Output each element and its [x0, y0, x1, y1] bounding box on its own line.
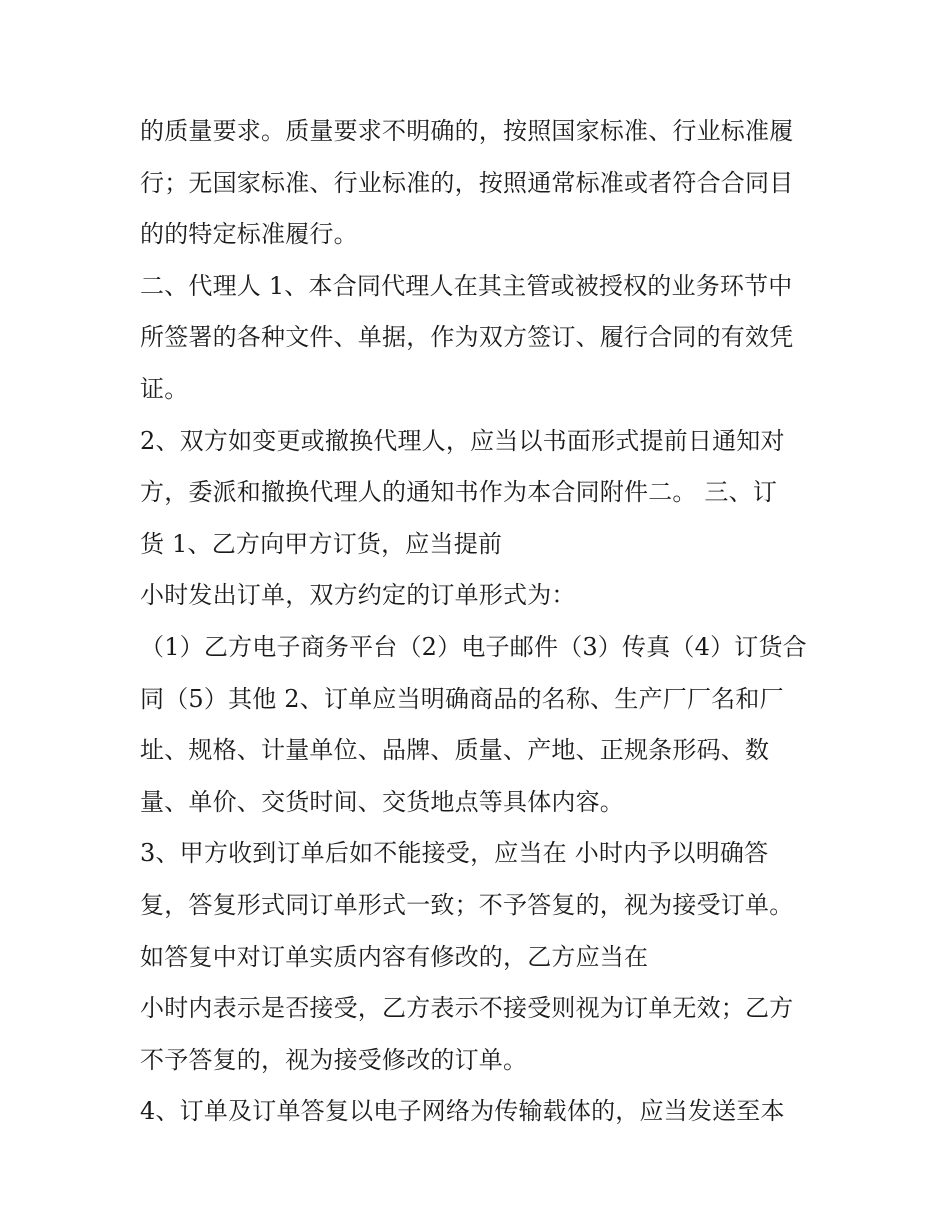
text-line-20: 4、订单及订单答复以电子网络为传输载体的，应当发送至本	[140, 1097, 785, 1126]
text-line-5: 所签署的各种文件、单据，作为双方签订、履行合同的有效凭	[140, 323, 794, 352]
text-line-18: 小时内表示是否接受，乙方表示不接受则视为订单无效；乙方	[140, 994, 794, 1023]
text-line-2: 行；无国家标准、行业标准的，按照通常标准或者符合合同目	[140, 168, 794, 197]
text-line-6: 证。	[140, 374, 189, 403]
text-line-1: 的质量要求。质量要求不明确的，按照国家标准、行业标准履	[140, 117, 794, 145]
text-line-3: 的的特定标准履行。	[140, 220, 358, 249]
text-line-12: 同（5）其他 2、订单应当明确商品的名称、生产厂厂名和厂	[140, 684, 784, 713]
text-line-9: 货 1、乙方向甲方订货，应当提前	[140, 529, 503, 558]
text-line-14: 量、单价、交货时间、交货地点等具体内容。	[140, 787, 624, 816]
text-line-19: 不予答复的，视为接受修改的订单。	[140, 1045, 528, 1074]
text-line-10: 小时发出订单，双方约定的订单形式为：	[140, 581, 576, 610]
text-line-11: （1）乙方电子商务平台（2）电子邮件（3）传真（4）订货合	[140, 632, 807, 661]
text-line-15: 3、甲方收到订单后如不能接受，应当在 小时内予以明确答	[140, 839, 769, 868]
contract-text	[140, 106, 830, 1138]
text-line-4: 二、代理人 1、本合同代理人在其主管或被授权的业务环节中	[140, 271, 793, 300]
text-line-7: 2、双方如变更或撤换代理人，应当以书面形式提前日通知对	[140, 426, 785, 455]
text-line-8: 方，委派和撤换代理人的通知书作为本合同附件二。 三、订	[140, 478, 778, 507]
text-line-17: 如答复中对订单实质内容有修改的，乙方应当在	[140, 942, 649, 971]
text-line-13: 址、规格、计量单位、品牌、质量、产地、正规条形码、数	[140, 736, 770, 765]
text-line-16: 复，答复形式同订单形式一致；不予答复的，视为接受订单。	[140, 890, 794, 919]
